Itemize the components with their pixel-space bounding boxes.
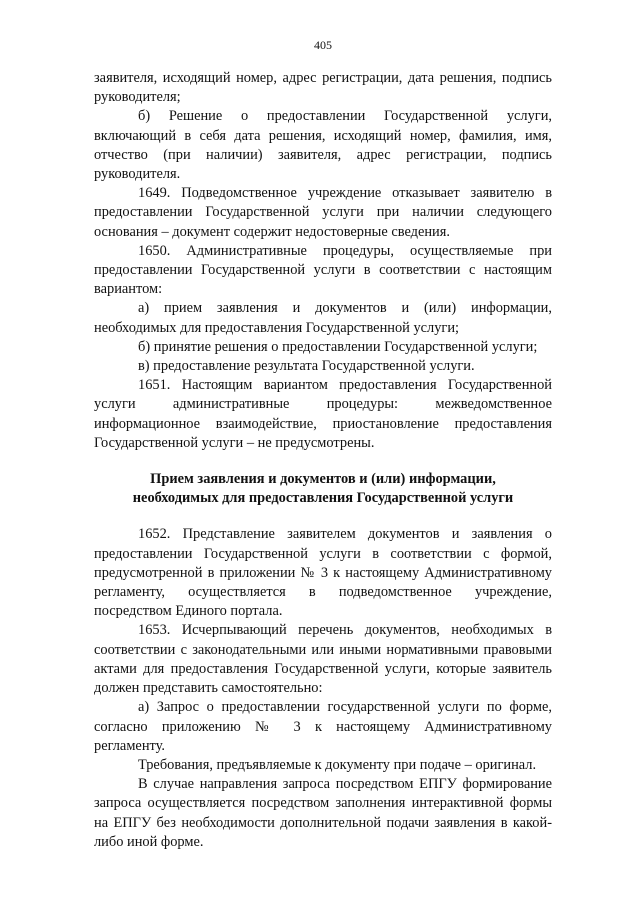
text-after-heading <box>94 525 552 851</box>
list-item: а) прием заявления и документов и (или) информации, необходимых для предоставления Государственной услуги; <box>94 300 552 336</box>
paragraph: В случае направления запроса посредством ЕПГУ формирование запроса осуществляется посредством заполнения интерактивной формы на ЕПГУ без необходимости дополнительной подачи заявления в какой-либо иной форме. <box>94 776 552 850</box>
section-heading-line: необходимых для предоставления Государственной услуги <box>132 490 514 507</box>
paragraph: 1649. Подведомственное учреждение отказывает заявителю в предоставлении Государственной услуги при наличии следующего основания – документ содержит недостоверные сведения. <box>94 185 552 240</box>
section-heading-line: Прием заявления и документов и (или) информации, <box>150 471 496 488</box>
list-item: а) Запрос о предоставлении государственной услуги по форме, согласно приложению № 3 к настоящему Административному регламенту. <box>94 699 552 754</box>
paragraph: 1650. Административные процедуры, осуществляемые при предоставлении Государственной услуги в соответствии с настоящим вариантом: <box>94 242 552 298</box>
paragraph: 1651. Настоящим вариантом предоставления Государственной услуги административные процедуры: межведомственное информационное взаимодействие, приостановление предоставления Государственной услуги – не предусмотрены. <box>94 377 552 451</box>
page-number: 405 <box>314 38 332 52</box>
paragraph: 1653. Исчерпывающий перечень документов, необходимых в соответствии с законодательными или иными нормативными правовыми актами для предоставления Государственной услуги, которые заявитель должен представить самостоятельно: <box>94 622 552 697</box>
text-before-heading <box>94 69 552 453</box>
list-item: в) предоставление результата Государственной услуги. <box>138 358 475 375</box>
paragraph: заявителя, исходящий номер, адрес регистрации, дата решения, подпись руководителя; <box>94 70 552 106</box>
paragraph: б) Решение о предоставлении Государственной услуги, включающий в себя дата решения, исходящий номер, фамилия, имя, отчество (при наличии) заявителя, адрес регистрации, подпись руководителя. <box>94 108 552 183</box>
list-item: б) принятие решения о предоставлении Государственной услуги; <box>138 338 538 355</box>
paragraph: Требования, предъявляемые к документу при подаче – оригинал. <box>138 756 537 773</box>
section-heading <box>94 470 552 508</box>
paragraph: 1652. Представление заявителем документов и заявления о предоставлении Государственной услуги в соответствии с формой, предусмотренной в приложении № 3 к настоящему Административному регламенту, осуществляется в подведомственное учреждение, посредством Единого портала. <box>94 526 552 620</box>
